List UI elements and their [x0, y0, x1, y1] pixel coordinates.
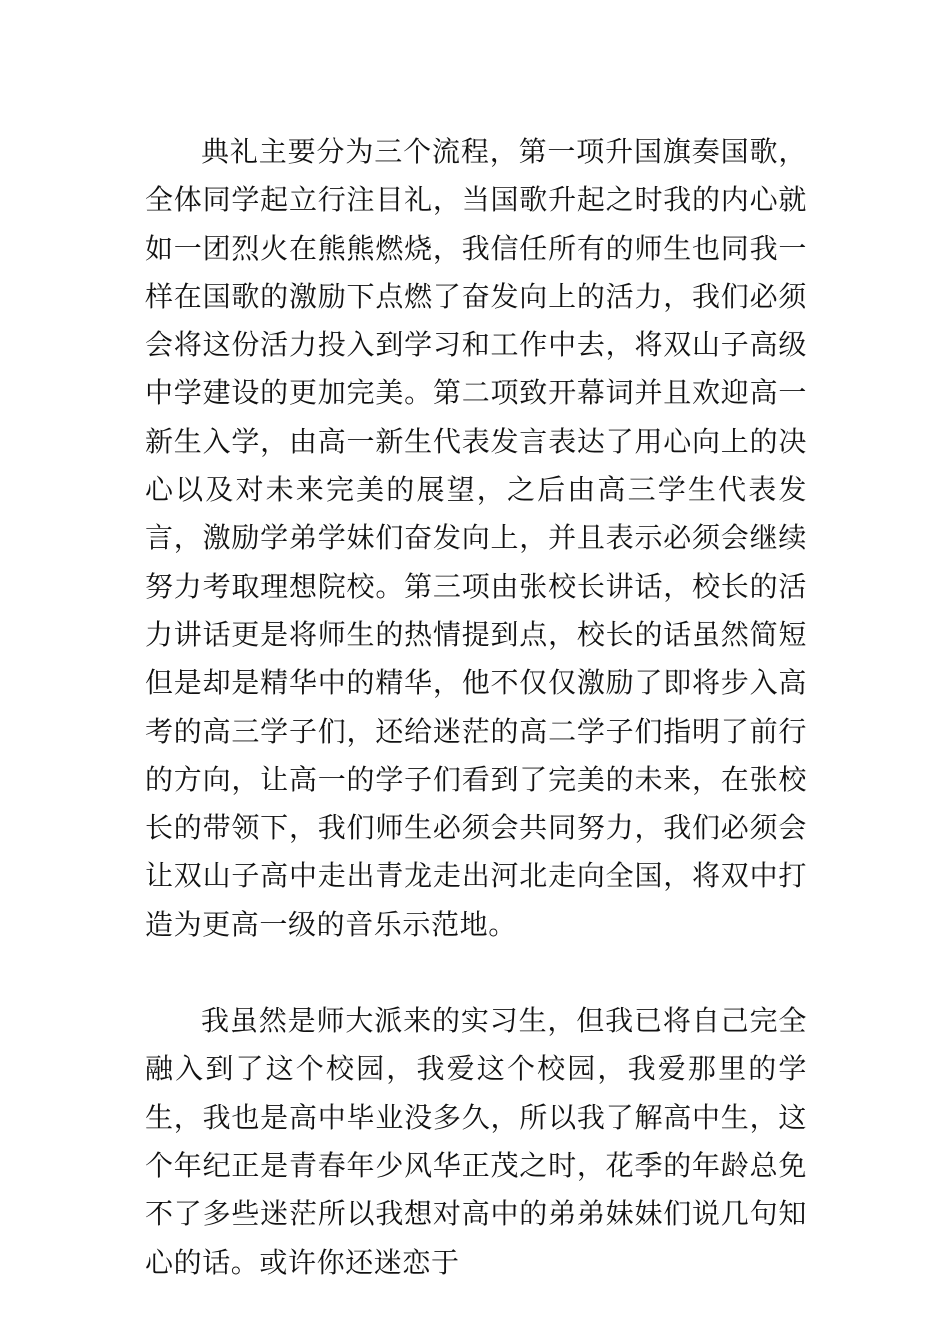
document-body [145, 128, 807, 1287]
paragraph-intern: 我虽然是师大派来的实习生，但我已将自己完全融入到了这个校园，我爱这个校园，我爱那里的学生，我也是高中毕业没多久，所以我了解高中生，这个年纪正是青春年少风华正茂之时，花季的年龄总免不了多些迷茫所以我想对高中的弟弟妹妹们说几句知心的话。或许你还迷恋于 [145, 1004, 807, 1279]
paragraph-ceremony: 典礼主要分为三个流程，第一项升国旗奏国歌，全体同学起立行注目礼，当国歌升起之时我的内心就如一团烈火在熊熊燃烧，我信任所有的师生也同我一样在国歌的激励下点燃了奋发向上的活力，我们必须会将这份活力投入到学习和工作中去，将双山子高级中学建设的更加完美。第二项致开幕词并且欢迎高一新生入学，由高一新生代表发言表达了用心向上的决心以及对未来完美的展望，之后由高三学生代表发言，激励学弟学妹们奋发向上，并且表示必须会继续努力考取理想院校。第三项由张校长讲话，校长的活力讲话更是将师生的热情提到点，校长的话虽然简短但是却是精华中的精华，他不仅仅激励了即将步入高考的高三学子们，还给迷茫的高二学子们指明了前行的方向，让高一的学子们看到了完美的未来，在张校长的带领下，我们师生必须会共同努力，我们必须会让双山子高中走出青龙走出河北走向全国，将双中打造为更高一级的音乐示范地。 [145, 135, 807, 941]
paragraph-spacer [145, 949, 807, 997]
